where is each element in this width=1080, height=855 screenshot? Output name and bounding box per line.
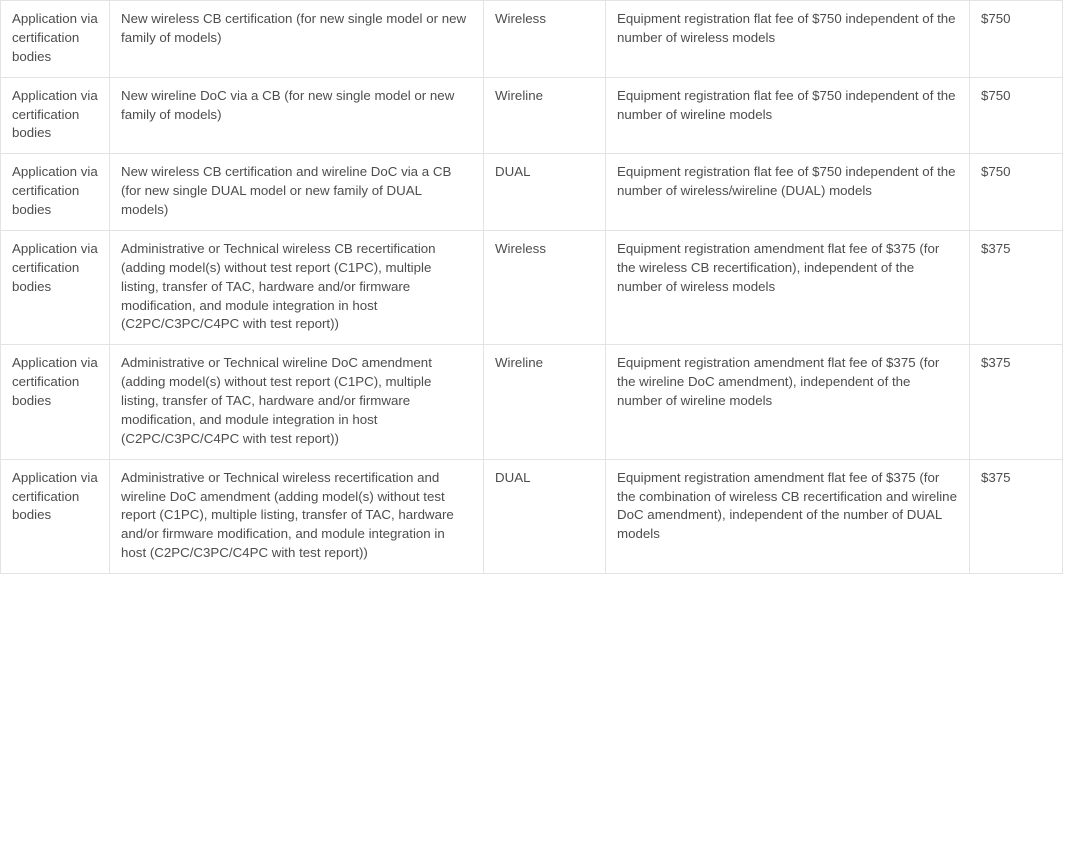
service-type-text: DUAL [495,164,531,180]
fee-detail-text: Equipment registration amendment flat fee of $375 (for the wireline DoC amendment), independent of the number of wireline models [617,355,940,408]
service-type-text: Wireless [495,11,546,26]
cell-service-type [484,459,606,573]
route-text: Application via certification bodies [12,355,98,408]
fee-detail-text: Equipment registration flat fee of $750 independent of the number of wireless/wireline (DUAL) models [617,164,956,199]
cell-fee-detail [606,345,970,459]
cell-fee-amount [970,459,1063,573]
fee-detail-text: Equipment registration flat fee of $750 independent of the number of wireless models [617,11,956,45]
cell-route [1,345,110,459]
fee-amount-text: $375 [981,240,1011,256]
table-row [1,459,1063,573]
cell-route [1,230,110,344]
cell-description [110,77,484,154]
table-row [1,77,1063,154]
service-type-text: Wireline [495,355,544,371]
service-type-text: DUAL [495,469,531,485]
cell-description [110,345,484,459]
description-text: Administrative or Technical wireless recertification and wireline DoC amendment (adding model(s) without test report (C1PC), multiple listing, transfer of TAC, hardware and/or firmware modification, and module integration in host (C2PC/C3PC/C4PC with test report)) [121,469,454,561]
fee-table-body [1,1,1063,574]
fee-detail-text: Equipment registration flat fee of $750 independent of the number of wireline models [617,87,956,122]
cell-service-type [484,1,606,78]
cell-fee-amount [970,154,1063,231]
cell-service-type [484,345,606,459]
cell-fee-amount [970,77,1063,154]
route-text: Application via certification bodies [12,87,98,141]
route-text: Application via certification bodies [12,240,98,294]
fee-amount-text: $750 [981,87,1011,103]
fee-detail-text: Equipment registration amendment flat fee of $375 (for the combination of wireless CB recertification and wireline DoC amendment), independent of the number of DUAL models [617,469,957,542]
cell-fee-amount [970,230,1063,344]
service-type-text: Wireless [495,240,546,256]
table-row [1,345,1063,459]
cell-service-type [484,154,606,231]
cell-fee-amount [970,1,1063,78]
description-text: New wireline DoC via a CB (for new single model or new family of models) [121,87,455,122]
cell-fee-detail [606,154,970,231]
cell-description [110,154,484,231]
cell-fee-detail [606,230,970,344]
fee-amount-text: $750 [981,11,1011,26]
route-text: Application via certification bodies [12,469,98,523]
cell-description [110,459,484,573]
cell-route [1,1,110,78]
description-text: Administrative or Technical wireless CB recertification (adding model(s) without test report (C1PC), multiple listing, transfer of TAC, hardware and/or firmware modification, and module integration in host (C2PC/C3PC/C4PC with test report)) [121,240,436,332]
cell-fee-detail [606,77,970,154]
fee-detail-text: Equipment registration amendment flat fee of $375 (for the wireless CB recertification), independent of the number of wireless models [617,240,940,294]
cell-service-type [484,77,606,154]
cell-fee-detail [606,459,970,573]
cell-description [110,1,484,78]
description-text: New wireless CB certification and wireline DoC via a CB (for new single DUAL model or new family of DUAL models) [121,164,452,217]
cell-description [110,230,484,344]
cell-route [1,459,110,573]
table-row [1,154,1063,231]
fee-amount-text: $750 [981,164,1011,180]
cell-service-type [484,230,606,344]
description-text: New wireless CB certification (for new single model or new family of models) [121,11,467,45]
route-text: Application via certification bodies [12,11,98,64]
table-row [1,230,1063,344]
table-row [1,1,1063,78]
fee-amount-text: $375 [981,469,1011,485]
route-text: Application via certification bodies [12,164,98,217]
cell-fee-amount [970,345,1063,459]
description-text: Administrative or Technical wireline DoC amendment (adding model(s) without test report (C1PC), multiple listing, transfer of TAC, hardware and/or firmware modification, and module integration in host (C2PC/C3PC/C4PC with test report)) [121,355,432,446]
cell-fee-detail [606,1,970,78]
fee-amount-text: $375 [981,355,1011,371]
cell-route [1,77,110,154]
service-type-text: Wireline [495,87,544,103]
cell-route [1,154,110,231]
